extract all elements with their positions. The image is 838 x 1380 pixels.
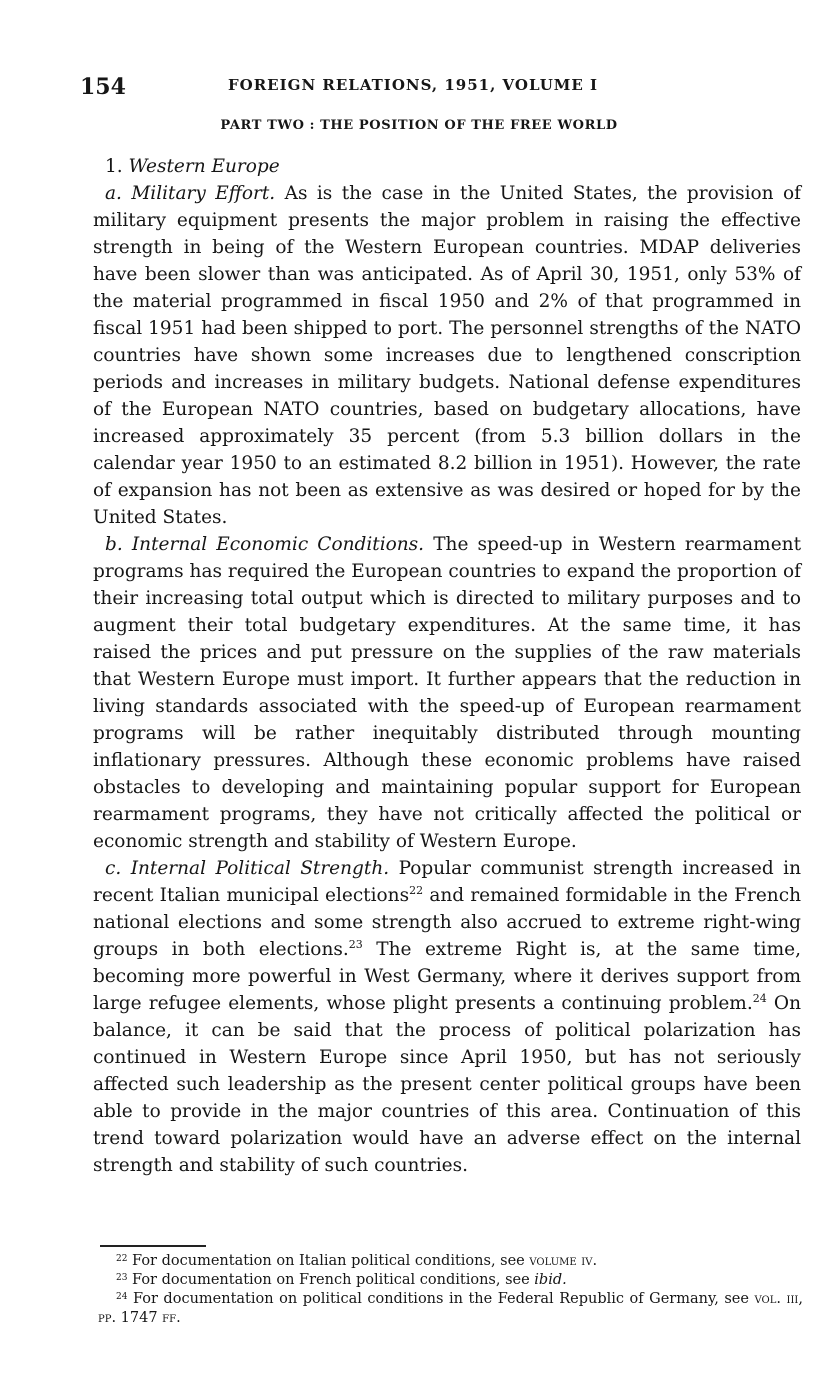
running-head: FOREIGN RELATIONS, 1951, VOLUME I	[228, 76, 599, 94]
paragraph-lead: a. Military Effort.	[105, 183, 276, 204]
footnote-number: 23	[116, 1273, 128, 1283]
footnote-number: 24	[116, 1292, 128, 1302]
paragraph-text: and remained formidable in the French national elections and some strength also accrued to extreme right-wing groups in both elections.	[93, 885, 801, 960]
paragraph-military-effort	[93, 180, 801, 531]
paragraph-text: The extreme Right is, at the same time, becoming more powerful in West Germany, where it derives support from large refugee elements, whose plight presents a continuing problem.	[93, 939, 801, 1014]
section-title: Western Europe	[128, 156, 280, 177]
footnote	[98, 1290, 803, 1328]
paragraph-text: Popular communist strength increased in recent Italian municipal elections	[93, 858, 801, 906]
footnote-text: For documentation on Italian political conditions, see	[127, 1253, 530, 1269]
footnotes	[98, 1252, 803, 1328]
part-title: PART TWO : THE POSITION OF THE FREE WORLD	[220, 118, 618, 133]
footnote-ref[interactable]: 22	[409, 884, 424, 897]
paragraph-text: As is the case in the United States, the provision of military equipment presents the major problem in raising the effective strength in being of the Western European countries. MDAP deliveries have been slower than was anticipated. As of April 30, 1951, only 53% of the material programmed in fiscal 1950 and 2% of that programmed in fiscal 1951 had been shipped to port. The personnel strengths of the NATO countries have shown some increases due to lengthened conscription periods and increases in military budgets. National defense expenditures of the European NATO countries, based on budgetary allocations, have increased approximately 35 percent (from 5.3 billion dollars in the calendar year 1950 to an estimated 8.2 billion in 1951). However, the rate of expansion has not been as extensive as was desired or hoped for by the United States.	[93, 183, 801, 528]
paragraph-lead: b. Internal Economic Conditions.	[105, 534, 425, 555]
footnote	[98, 1252, 803, 1271]
paragraph-lead: c. Internal Political Strength.	[105, 858, 390, 879]
footnote-number: 22	[116, 1254, 128, 1264]
paragraph-economic-conditions	[93, 531, 801, 855]
footnote-citation: vol. iii, pp. 1747 ff.	[98, 1291, 803, 1326]
footnote-ref[interactable]: 24	[752, 992, 767, 1005]
body-text	[93, 153, 801, 1179]
paragraph-political-strength	[93, 855, 801, 1179]
footnote	[98, 1271, 803, 1290]
page-number: 154	[80, 74, 126, 100]
paragraph-text: On balance, it can be said that the process of political polarization has continued in Western Europe since April 1950, but has not seriously affected such leadership as the present center political groups have been able to provide in the major countries of this area. Continuation of this trend toward polarization would have an adverse effect on the internal strength and stability of such countries.	[93, 993, 801, 1176]
footnote-divider	[100, 1245, 206, 1247]
paragraph-text: The speed-up in Western rearmament programs has required the European countries to expand the proportion of their increasing total output which is directed to military purposes and to augment their total budgetary expenditures. At the same time, it has raised the prices and put pressure on the supplies of the raw materials that Western Europe must import. It further appears that the reduction in living standards associated with the speed-up of European rearmament programs will be rather inequitably distributed through mounting inflationary pressures. Although these economic problems have raised obstacles to developing and maintaining popular support for European rearmament programs, they have not critically affected the political or economic strength and stability of Western Europe.	[93, 534, 802, 852]
footnote-text: For documentation on political conditions in the Federal Republic of Germany, see	[127, 1291, 755, 1307]
page-header	[80, 70, 798, 106]
section-number: 1.	[105, 156, 123, 177]
section-heading	[93, 153, 801, 180]
footnote-text: For documentation on French political conditions, see	[127, 1272, 535, 1288]
footnote-citation: volume iv.	[529, 1253, 598, 1269]
footnote-citation: ibid.	[534, 1272, 567, 1288]
footnote-ref[interactable]: 23	[348, 938, 363, 951]
